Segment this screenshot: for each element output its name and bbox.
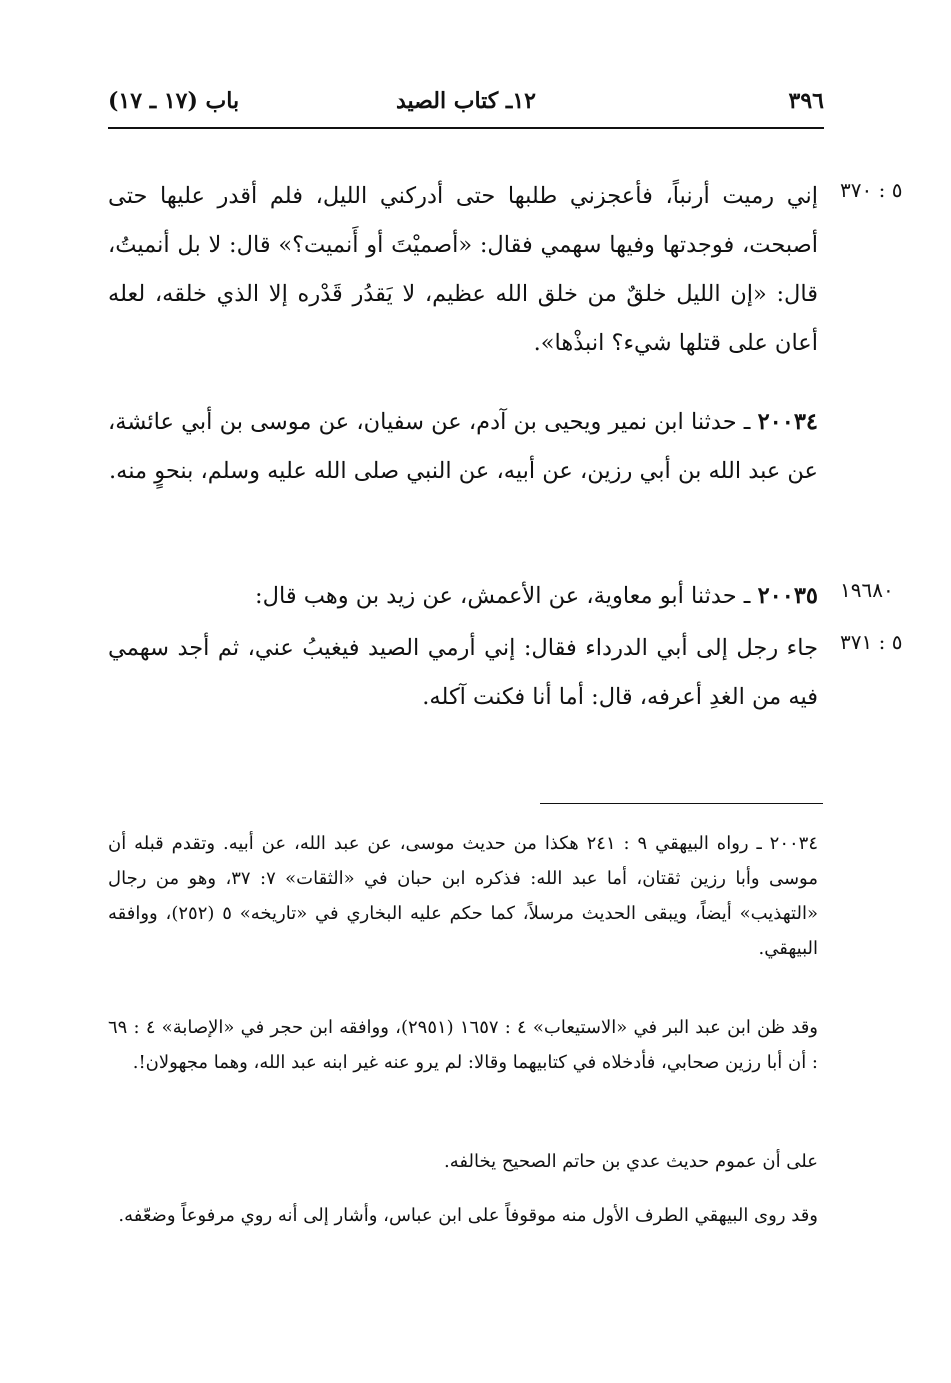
footnote: ٢٠٠٣٤ ـ رواه البيهقي ٩ : ٢٤١ هكذا من حديث موسى، عن عبد الله، عن أبيه. وتقدم قبله أن موسى وأبا رزين ثقتان، أما عبد الله: فذكره ابن حبان في «الثقات» ٧: ٣٧، وهو من رجال «التهذيب» أيضاً، ويبقى الحديث مرسلاً، كما حكم عليه البخاري في «تاريخه» ٥ (٢٥٢)، ووافقه البيهقي. (108, 833, 818, 959)
margin-reference: ٥ : ٣٧١ (840, 630, 903, 654)
margin-reference: ٥ : ٣٧٠ (840, 178, 903, 202)
hadith-paragraph (108, 572, 818, 621)
footnote-separator (540, 803, 823, 804)
hadith-number: ٢٠٠٣٤ (757, 409, 818, 435)
header-rule (108, 127, 824, 129)
hadith-text: ـ حدثنا أبو معاوية، عن الأعمش، عن زيد بن وهب قال: (255, 583, 751, 609)
footnote: وقد ظن ابن عبد البر في «الاستيعاب» ٤ : ١٦٥٧ (٢٩٥١)، ووافقه ابن حجر في «الإصابة» ٤ : ٦٩ : أن أبا رزين صحابي، فأدخلاه في كتابيهما وقالا: لم يرو عنه غير ابنه عبد الله، وهما مجهولان!. (108, 1017, 819, 1073)
hadith-text: جاء رجل إلى أبي الدرداء فقال: إني أرمي الصيد فيغيبُ عني، ثم أجد سهمي فيه من الغدِ أعرفه، قال: أما أنا فكنت آكله. (108, 635, 818, 710)
hadith-paragraph (108, 398, 818, 496)
chapter-reference: باب (١٧ ـ ١٧) (108, 88, 240, 114)
book-title: ١٢ـ كتاب الصيد (395, 88, 537, 114)
hadith-number: ٢٠٠٣٥ (757, 583, 818, 609)
running-header (108, 88, 824, 124)
page-number: ٣٩٦ (788, 88, 824, 114)
hadith-text: ـ حدثنا ابن نمير ويحيى بن آدم، عن سفيان، عن موسى بن أبي عائشة، عن عبد الله بن أبي رزين، عن أبيه، عن النبي صلى الله عليه وسلم، بنحوٍ منه. (108, 409, 818, 484)
footnote: على أن عموم حديث عدي بن حاتم الصحيح يخالفه. (444, 1151, 818, 1172)
hadith-text: إني رميت أرنباً، فأعجزني طلبها حتى أدركني الليل، فلم أقدر عليها حتى أصبحت، فوجدتها وفيها سهمي فقال: «أصميْتَ أو أَنميت؟» قال: لا بل أنميتُ، قال: «إن الليل خلقٌ من خلق الله عظيم، لا يَقدُر قَدْره إلا الذي خلقه، لعله أعان على قتلها شيء؟ انبذْها». (108, 183, 818, 356)
footnote: وقد روى البيهقي الطرف الأول منه موقوفاً على ابن عباس، وأشار إلى أنه روي مرفوعاً وضعّفه. (118, 1205, 818, 1226)
margin-reference: ١٩٦٨٠ (840, 578, 894, 602)
